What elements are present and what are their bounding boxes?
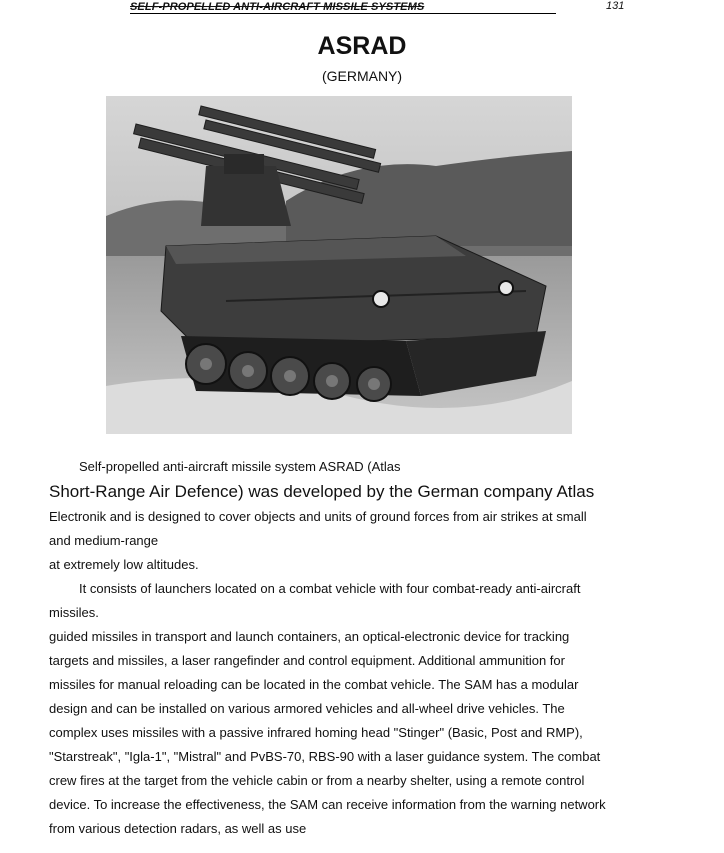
body-line: targets and missiles, a laser rangefinder and control equipment. Additional ammunition for [49,653,565,668]
body-line: missiles. [49,605,99,620]
body-line: complex uses missiles with a passive infrared homing head "Stinger" (Basic, Post and RMP), [49,725,583,740]
running-head: SELF-PROPELLED ANTI-AIRCRAFT MISSILE SYSTEMS [130,1,556,14]
body-line: device. To increase the effectiveness, the SAM can receive information from the warning network [49,797,606,812]
body-text [49,455,649,841]
body-line: guided missiles in transport and launch containers, an optical-electronic device for tracking [49,629,570,644]
page-subtitle: (GERMANY) [321,68,403,84]
body-line: Self-propelled anti-aircraft missile system ASRAD (Atlas [79,459,401,474]
asrad-vehicle-photo [106,96,572,434]
body-line: design and can be installed on various armored vehicles and all-wheel drive vehicles. The [49,701,565,716]
body-line: "Starstreak", "Igla-1", "Mistral" and PvBS-70, RBS-90 with a laser guidance system. The combat [49,749,601,764]
page-number: 131 [606,0,625,12]
body-line: crew fires at the target from the vehicle cabin or from a nearby shelter, using a remote control [49,773,585,788]
body-line: and medium-range [49,533,159,548]
body-line: from various detection radars, as well as use [49,821,307,836]
body-line: at extremely low altitudes. [49,557,199,572]
body-line: Short-Range Air Defence) was developed by the German company Atlas [49,482,595,501]
body-line: It consists of launchers located on a combat vehicle with four combat-ready anti-aircraft [79,581,581,596]
body-line: Electronik and is designed to cover objects and units of ground forces from air strikes at small [49,509,587,524]
page-title: ASRAD [317,32,407,60]
tracked-vehicle-icon [106,96,572,434]
body-line: missiles for manual reloading can be located in the combat vehicle. The SAM has a modular [49,677,579,692]
